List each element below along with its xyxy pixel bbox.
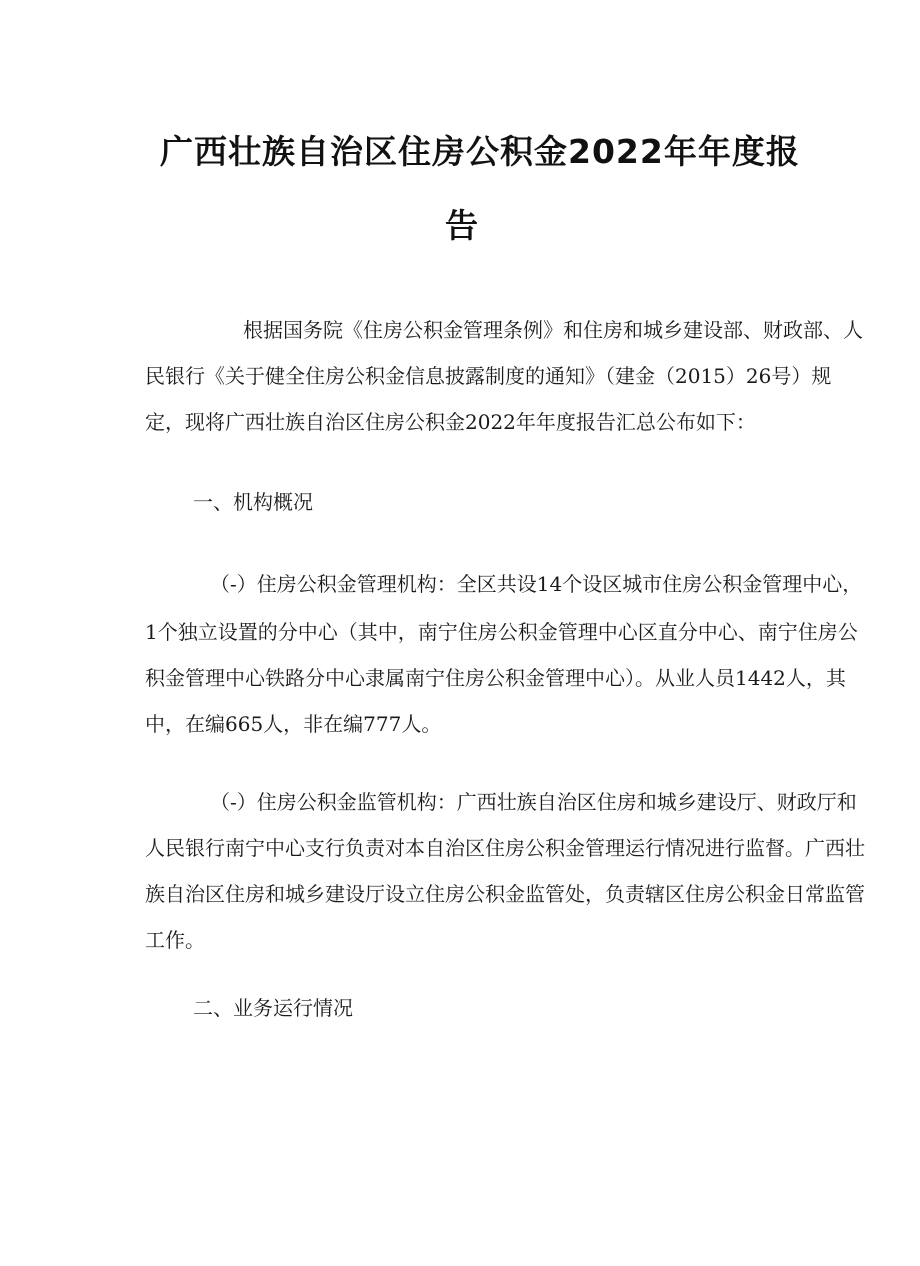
supervision-para-line-3: 族自治区住房和城乡建设厅设立住房公积金监管处，负责辖区住房公积金日常监管 [145, 882, 865, 906]
intro-line-1: 根据国务院《住房公积金管理条例》和住房和城乡建设部、财政部、人 [243, 318, 863, 342]
document-title-line-2: 告 [445, 206, 479, 245]
org-para-line-1: （-）住房公积金管理机构：全区共设14个设区城市住房公积金管理中心， [210, 572, 863, 596]
document-title-line-1: 广西壮族自治区住房公积金2022年年度报 [160, 132, 800, 171]
intro-line-2: 民银行《关于健全住房公积金信息披露制度的通知》（建金（2015）26号）规 [145, 364, 832, 388]
supervision-para-line-1: （-）住房公积金监管机构：广西壮族自治区住房和城乡建设厅、财政厅和 [210, 790, 857, 814]
org-para-line-3: 积金管理中心铁路分中心隶属南宁住房公积金管理中心）。从业人员1442人，其 [145, 666, 846, 690]
org-para-line-4: 中，在编665人，非在编777人。 [145, 712, 442, 736]
section-1-heading: 一、机构概况 [193, 490, 313, 514]
org-para-line-2: 1个独立设置的分中心（其中，南宁住房公积金管理中心区直分中心、南宁住房公 [145, 620, 858, 644]
intro-line-3: 定，现将广西壮族自治区住房公积金2022年年度报告汇总公布如下： [145, 410, 756, 434]
supervision-para-line-2: 人民银行南宁中心支行负责对本自治区住房公积金管理运行情况进行监督。广西壮 [145, 836, 865, 860]
supervision-para-line-4: 工作。 [145, 928, 205, 952]
section-2-heading: 二、业务运行情况 [193, 996, 353, 1020]
